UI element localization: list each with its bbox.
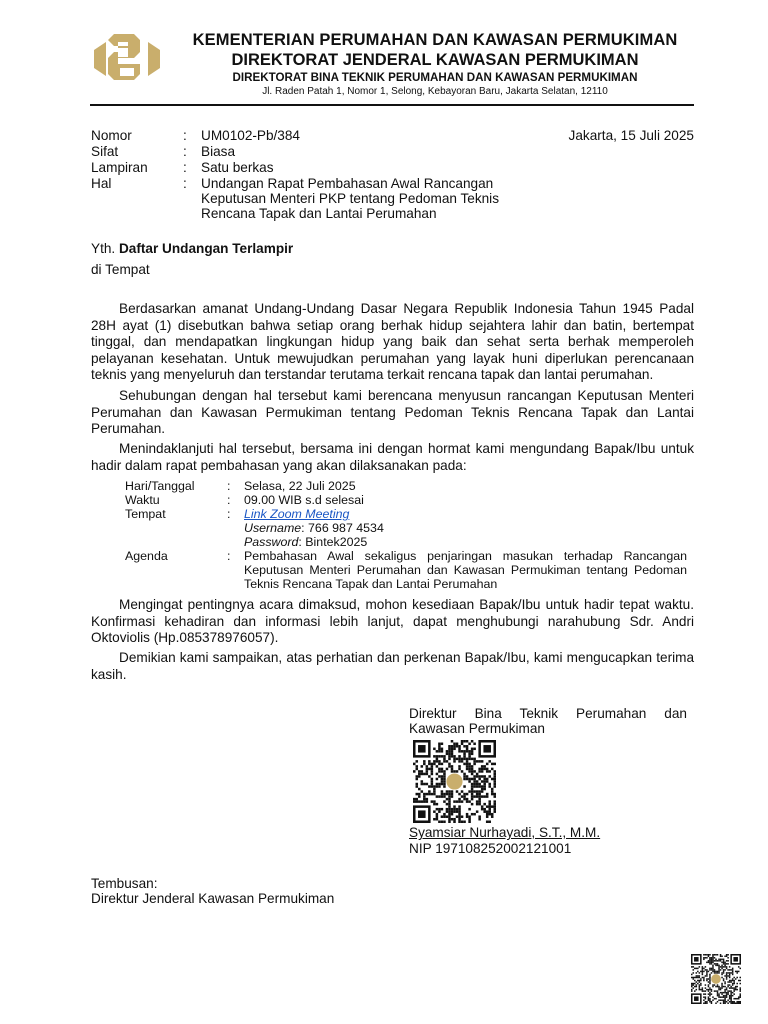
body-paragraph-4: Mengingat pentingnya acara dimaksud, mohon kesediaan Bapak/Ibu untuk hadir tepat waktu. Konfirmasi kehadiran dan informasi lebih lanjut, dapat menghubungi narahubung Sdr. Andri Oktoviolis (Hp.085378976057).: [91, 597, 694, 646]
schedule-date-label: Hari/Tanggal: [125, 479, 195, 493]
password-value: : Bintek2025: [298, 535, 368, 549]
zoom-username: [244, 521, 687, 535]
hal-label: Hal: [91, 176, 112, 191]
signature-title-line-1: Direktur Bina Teknik Perumahan dan: [409, 706, 687, 721]
schedule-date-value: Selasa, 22 Juli 2025: [244, 479, 356, 493]
colon: :: [227, 507, 231, 521]
directorate-general-name: DIREKTORAT JENDERAL KAWASAN PERMUKIMAN: [231, 51, 639, 69]
colon: :: [183, 144, 187, 159]
body-paragraph-3: Menindaklanjuti hal tersebut, bersama ini dengan hormat kami mengundang Bapak/Ibu untuk hadir dalam rapat pembahasan yang akan dilaksanakan pada:: [91, 441, 694, 473]
hal-value-line-3: Rencana Tapak dan Lantai Perumahan: [201, 206, 437, 221]
addressee-prefix: Yth.: [91, 241, 116, 256]
hal-value-line-1: Undangan Rapat Pembahasan Awal Rancangan: [201, 176, 494, 191]
office-address: Jl. Raden Patah 1, Nomor 1, Selong, Kebayoran Baru, Jakarta Selatan, 12110: [262, 86, 608, 97]
ministry-logo-icon: [90, 30, 164, 86]
addressee-line: [91, 241, 293, 256]
signatory-nip: NIP 197108252002121001: [409, 841, 572, 856]
signatory-name: Syamsiar Nurhayadi, S.T., M.M.: [409, 825, 601, 840]
cc-label: Tembusan:: [91, 876, 158, 891]
body-paragraph-2: Sehubungan dengan hal tersebut kami berencana menyusun rancangan Keputusan Menteri Perumahan dan Kawasan Permukiman tentang Pedoman Teknis Rencana Tapak dan Lantai Perumahan.: [91, 388, 694, 437]
lampiran-label: Lampiran: [91, 160, 148, 175]
schedule-time-value: 09.00 WIB s.d selesai: [244, 493, 364, 507]
sifat-label: Sifat: [91, 144, 119, 159]
header-divider: [90, 104, 694, 106]
addressee-name: Daftar Undangan Terlampir: [118, 241, 294, 256]
body-paragraph-1: Berdasarkan amanat Undang-Undang Dasar Negara Republik Indonesia Tahun 1945 Padal 28H ayat (1) disebutkan bahwa setiap orang berhak hidup sejahtera lahir dan batin, bertempat tinggal, dan mendapatkan lingkungan hidup yang baik dan sehat serta berhak memperoleh pelayanan kesehatan. Untuk mewujudkan perumahan yang layak huni diperlukan perencanaan teknis yang menyeluruh dan terstandar terutama terkait rencana tapak dan lantai perumahan.: [91, 301, 694, 383]
schedule-agenda-label: Agenda: [125, 549, 168, 563]
zoom-meeting-link[interactable]: Link Zoom Meeting: [244, 507, 350, 521]
nomor-label: Nomor: [91, 128, 132, 143]
letter-metadata: [91, 128, 521, 223]
username-value: : 766 987 4534: [301, 521, 384, 535]
nomor-value: UM0102-Pb/384: [201, 128, 300, 143]
letter-date: Jakarta, 15 Juli 2025: [568, 128, 694, 143]
addressee-place: di Tempat: [91, 262, 150, 277]
colon: :: [183, 128, 187, 143]
hal-value-line-2: Keputusan Menteri PKP tentang Pedoman Teknis: [201, 191, 499, 206]
username-label: Username: [244, 521, 302, 535]
ministry-name: KEMENTERIAN PERUMAHAN DAN KAWASAN PERMUKIMAN: [192, 31, 678, 49]
body-paragraph-5: Demikian kami sampaikan, atas perhatian dan perkenan Bapak/Ibu, kami mengucapkan terima kasih.: [91, 650, 694, 682]
schedule-agenda-value: Pembahasan Awal sekaligus penjaringan masukan terhadap Rancangan Keputusan Menteri Perumahan dan Kawasan Permukiman tentang Pedoman Teknis Rencana Tapak dan Lantai Perumahan: [244, 549, 687, 591]
directorate-name: DIREKTORAT BINA TEKNIK PERUMAHAN DAN KAWASAN PERMUKIMAN: [232, 71, 638, 84]
colon: :: [227, 549, 231, 563]
sifat-value: Biasa: [201, 144, 236, 159]
colon: :: [227, 479, 231, 493]
cc-item: Direktur Jenderal Kawasan Permukiman: [91, 891, 335, 906]
schedule-place-label: Tempat: [125, 507, 166, 521]
lampiran-value: Satu berkas: [201, 160, 274, 175]
colon: :: [227, 493, 231, 507]
document-verification-qr-icon: [688, 954, 744, 1004]
password-label: Password: [244, 535, 299, 549]
zoom-password: [244, 535, 687, 549]
signature-qr-code-icon: [409, 740, 500, 823]
signature-title-line-2: Kawasan Permukiman: [409, 721, 545, 736]
colon: :: [183, 160, 187, 175]
meeting-schedule: [125, 479, 695, 591]
colon: :: [183, 176, 187, 191]
schedule-time-label: Waktu: [125, 493, 160, 507]
